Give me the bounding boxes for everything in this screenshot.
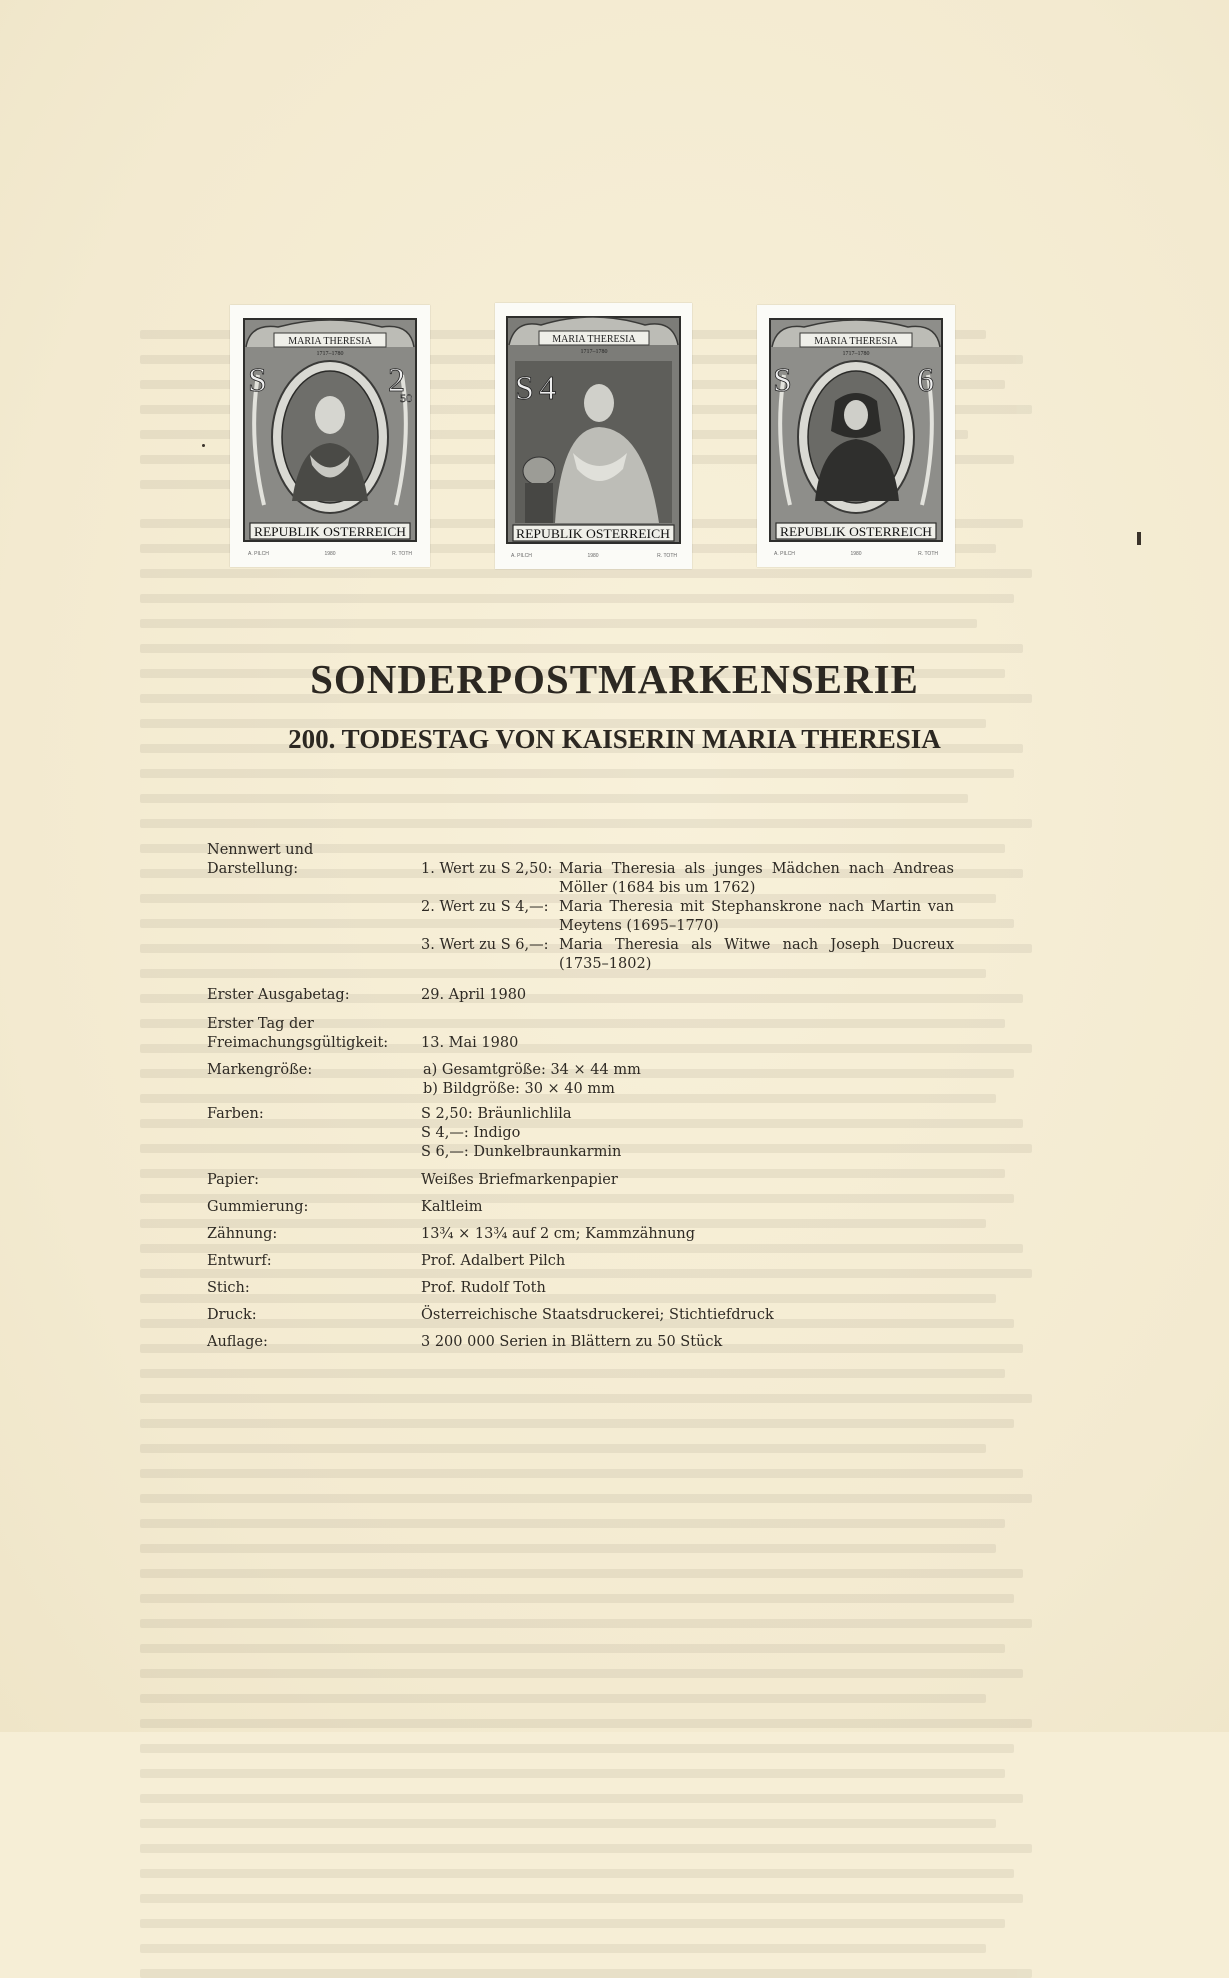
entry-text — [559, 936, 954, 974]
stamp-2-50 — [230, 305, 430, 567]
stamp-value-main: 2 — [388, 362, 405, 399]
spec-label: Markengröße: — [207, 1062, 313, 1078]
specification-table — [207, 841, 1007, 1352]
stamp-country: REPUBLIK OSTERREICH — [780, 524, 932, 539]
spec-value-line: S 2,50: Bräunlichlila — [421, 1106, 572, 1122]
stamp-country: REPUBLIK OSTERREICH — [516, 526, 670, 541]
entry-number: 2. Wert zu S 4,—: — [421, 899, 549, 915]
stamp-credit-year: 1980 — [587, 553, 599, 559]
stamp-credit-engraver: R. TOTH — [918, 551, 938, 557]
spec-label-line: Darstellung: — [207, 861, 299, 877]
spec-label: Auflage: — [207, 1334, 268, 1350]
stamp-banner: MARIA THERESIA — [288, 336, 372, 347]
stamp-value-prefix: S — [515, 370, 534, 407]
spec-label: Farben: — [207, 1106, 264, 1122]
spec-value: Kaltleim — [421, 1199, 483, 1215]
spec-row-auflage — [207, 1333, 1007, 1352]
spec-value — [421, 1105, 1007, 1162]
spec-row-stich — [207, 1279, 1007, 1298]
stamp-banner: MARIA THERESIA — [814, 336, 898, 347]
value-entry-2 — [421, 898, 1007, 936]
spec-row-nennwert — [207, 841, 1007, 974]
spec-row-farben — [207, 1105, 1007, 1162]
spec-value: Weißes Briefmarkenpapier — [421, 1172, 618, 1188]
stamp-credit-designer: A. PILCH — [248, 551, 269, 557]
stamp-value-prefix: S — [773, 362, 792, 399]
spec-label: Entwurf: — [207, 1253, 272, 1269]
spec-value: Österreichische Staatsdruckerei; Stichtiefdruck — [421, 1307, 774, 1323]
spec-row-gueltigkeit — [207, 1015, 1007, 1053]
spec-value: 13¾ × 13¾ auf 2 cm; Kammzähnung — [421, 1226, 696, 1242]
spec-row-zaehnung — [207, 1225, 1007, 1244]
spec-value-line: S 6,—: Dunkelbraunkarmin — [421, 1144, 622, 1160]
entry-text-line: Maria Theresia mit Stephanskrone nach Martin van — [559, 899, 954, 915]
stamp-row — [230, 305, 960, 570]
entry-text-line: Möller (1684 bis um 1762) — [559, 880, 756, 896]
stamp-credit-engraver: R. TOTH — [392, 551, 412, 557]
spec-value — [421, 841, 1007, 974]
stamp-value-prefix: S — [248, 362, 267, 399]
spec-label: Gummierung: — [207, 1199, 309, 1215]
spec-label: Erster Ausgabetag: — [207, 987, 350, 1003]
value-entry-3 — [421, 936, 1007, 974]
spec-value-line: b) Bildgröße: 30 × 40 mm — [423, 1081, 615, 1097]
spec-label: Stich: — [207, 1280, 250, 1296]
entry-text-line: Maria Theresia als Witwe nach Joseph Ducreux — [559, 937, 954, 953]
entry-number: 3. Wert zu S 6,—: — [421, 937, 549, 953]
spec-row-markengroesse — [207, 1061, 1007, 1099]
page-subtitle: 200. TODESTAG VON KAISERIN MARIA THERESIA — [288, 724, 941, 754]
entry-text — [559, 898, 954, 936]
entry-text — [559, 860, 954, 898]
spec-value — [421, 1061, 1007, 1099]
value-entry-1 — [421, 860, 1007, 898]
stamp-years: 1717–1780 — [316, 351, 344, 357]
page-title: SONDERPOSTMARKENSERIE — [310, 656, 919, 702]
spec-value: 29. April 1980 — [421, 987, 527, 1003]
entry-text-line: (1735–1802) — [559, 956, 652, 972]
spec-value: Prof. Rudolf Toth — [421, 1280, 546, 1296]
spec-label: Druck: — [207, 1307, 257, 1323]
stamp-value-sub: 50 — [400, 391, 412, 405]
spec-row-gummierung — [207, 1198, 1007, 1217]
spec-label: Zähnung: — [207, 1226, 278, 1242]
entry-text-line: Maria Theresia als junges Mädchen nach Andreas — [559, 861, 954, 877]
stamp-credit-designer: A. PILCH — [511, 553, 532, 559]
paper-speck — [1137, 532, 1141, 545]
spec-label-line: Erster Tag der — [207, 1016, 314, 1032]
stamp-credit-engraver: R. TOTH — [657, 553, 677, 559]
stamp-credit-designer: A. PILCH — [774, 551, 795, 557]
spec-row-papier — [207, 1171, 1007, 1190]
stamp-value-main: 6 — [917, 362, 934, 399]
spec-label — [207, 841, 417, 879]
stamp-banner: MARIA THERESIA — [552, 334, 636, 345]
paper-speck — [202, 444, 205, 447]
entry-number: 1. Wert zu S 2,50: — [421, 861, 553, 877]
stamp-country: REPUBLIK OSTERREICH — [254, 524, 406, 539]
stamp-credit-year: 1980 — [850, 551, 862, 557]
entry-text-line: Meytens (1695–1770) — [559, 918, 719, 934]
spec-label-line: Nennwert und — [207, 842, 314, 858]
spec-value-line: a) Gesamtgröße: 34 × 44 mm — [423, 1062, 641, 1078]
spec-value: 3 200 000 Serien in Blättern zu 50 Stück — [421, 1334, 723, 1350]
spec-label-line: Freimachungsgültigkeit: — [207, 1035, 389, 1051]
spec-value: Prof. Adalbert Pilch — [421, 1253, 566, 1269]
spec-label: Papier: — [207, 1172, 260, 1188]
stamp-years: 1717–1780 — [580, 349, 608, 355]
spec-value: 13. Mai 1980 — [421, 1035, 519, 1051]
stamp-value-main: 4 — [539, 370, 556, 407]
stamp-6 — [757, 305, 955, 567]
stamp-credit-year: 1980 — [324, 551, 336, 557]
spec-row-ausgabetag — [207, 986, 1007, 1005]
stamp-4 — [495, 303, 692, 569]
stamp-years: 1717–1780 — [842, 351, 870, 357]
spec-value-line: S 4,—: Indigo — [421, 1125, 521, 1141]
spec-row-druck — [207, 1306, 1007, 1325]
spec-row-entwurf — [207, 1252, 1007, 1271]
spec-label — [207, 1015, 417, 1053]
